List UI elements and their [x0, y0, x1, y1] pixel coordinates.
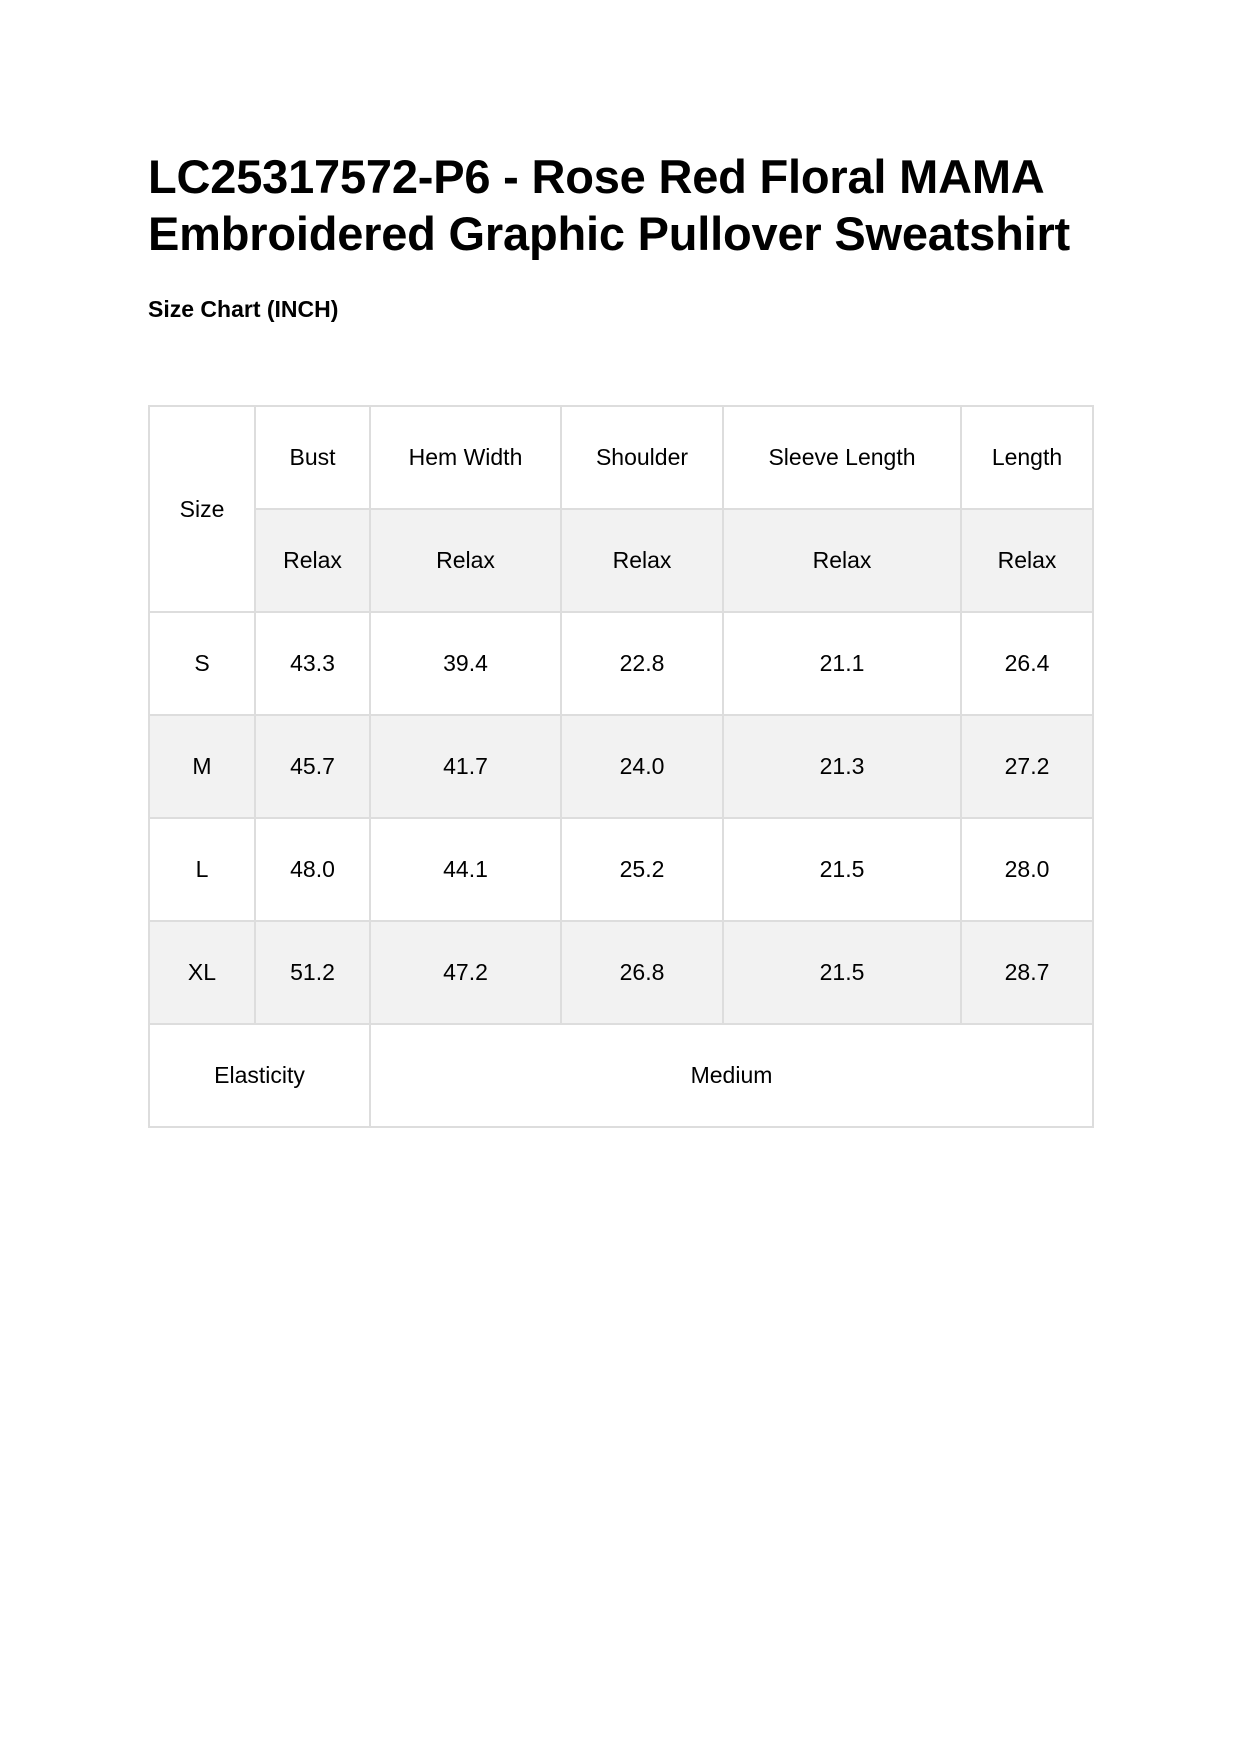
value-cell: 28.0: [961, 818, 1093, 921]
header-row: [149, 406, 1093, 509]
value-cell: 26.8: [561, 921, 723, 1024]
value-cell: 21.5: [723, 921, 961, 1024]
value-cell: 21.1: [723, 612, 961, 715]
value-cell: 45.7: [255, 715, 370, 818]
value-cell: 22.8: [561, 612, 723, 715]
size-header-cell: Size: [149, 406, 255, 612]
value-cell: 41.7: [370, 715, 561, 818]
size-chart-table: [148, 405, 1094, 1128]
document-title: LC25317572-P6 - Rose Red Floral MAMA Embroidered Graphic Pullover Sweatshirt: [148, 150, 1071, 260]
column-header-bust: Bust: [255, 406, 370, 509]
elasticity-value: Medium: [370, 1024, 1093, 1127]
size-cell: XL: [149, 921, 255, 1024]
document-page: [148, 148, 1094, 1088]
elasticity-label: Elasticity: [149, 1024, 370, 1127]
table-row: [149, 818, 1093, 921]
fit-cell-shoulder: Relax: [561, 509, 723, 612]
value-cell: 27.2: [961, 715, 1093, 818]
fit-cell-length: Relax: [961, 509, 1093, 612]
column-header-shoulder: Shoulder: [561, 406, 723, 509]
value-cell: 44.1: [370, 818, 561, 921]
fit-cell-hem-width: Relax: [370, 509, 561, 612]
table-row: [149, 715, 1093, 818]
size-cell: L: [149, 818, 255, 921]
value-cell: 21.5: [723, 818, 961, 921]
value-cell: 48.0: [255, 818, 370, 921]
fit-row: [149, 509, 1093, 612]
value-cell: 39.4: [370, 612, 561, 715]
size-cell: S: [149, 612, 255, 715]
column-header-hem-width: Hem Width: [370, 406, 561, 509]
elasticity-row: [149, 1024, 1093, 1127]
table-row: [149, 612, 1093, 715]
value-cell: 21.3: [723, 715, 961, 818]
value-cell: 25.2: [561, 818, 723, 921]
fit-cell-bust: Relax: [255, 509, 370, 612]
value-cell: 43.3: [255, 612, 370, 715]
table-row: [149, 921, 1093, 1024]
column-header-length: Length: [961, 406, 1093, 509]
size-cell: M: [149, 715, 255, 818]
column-header-sleeve-length: Sleeve Length: [723, 406, 961, 509]
size-chart-heading: Size Chart (INCH): [148, 296, 339, 322]
value-cell: 47.2: [370, 921, 561, 1024]
fit-cell-sleeve-length: Relax: [723, 509, 961, 612]
value-cell: 26.4: [961, 612, 1093, 715]
value-cell: 51.2: [255, 921, 370, 1024]
value-cell: 28.7: [961, 921, 1093, 1024]
value-cell: 24.0: [561, 715, 723, 818]
